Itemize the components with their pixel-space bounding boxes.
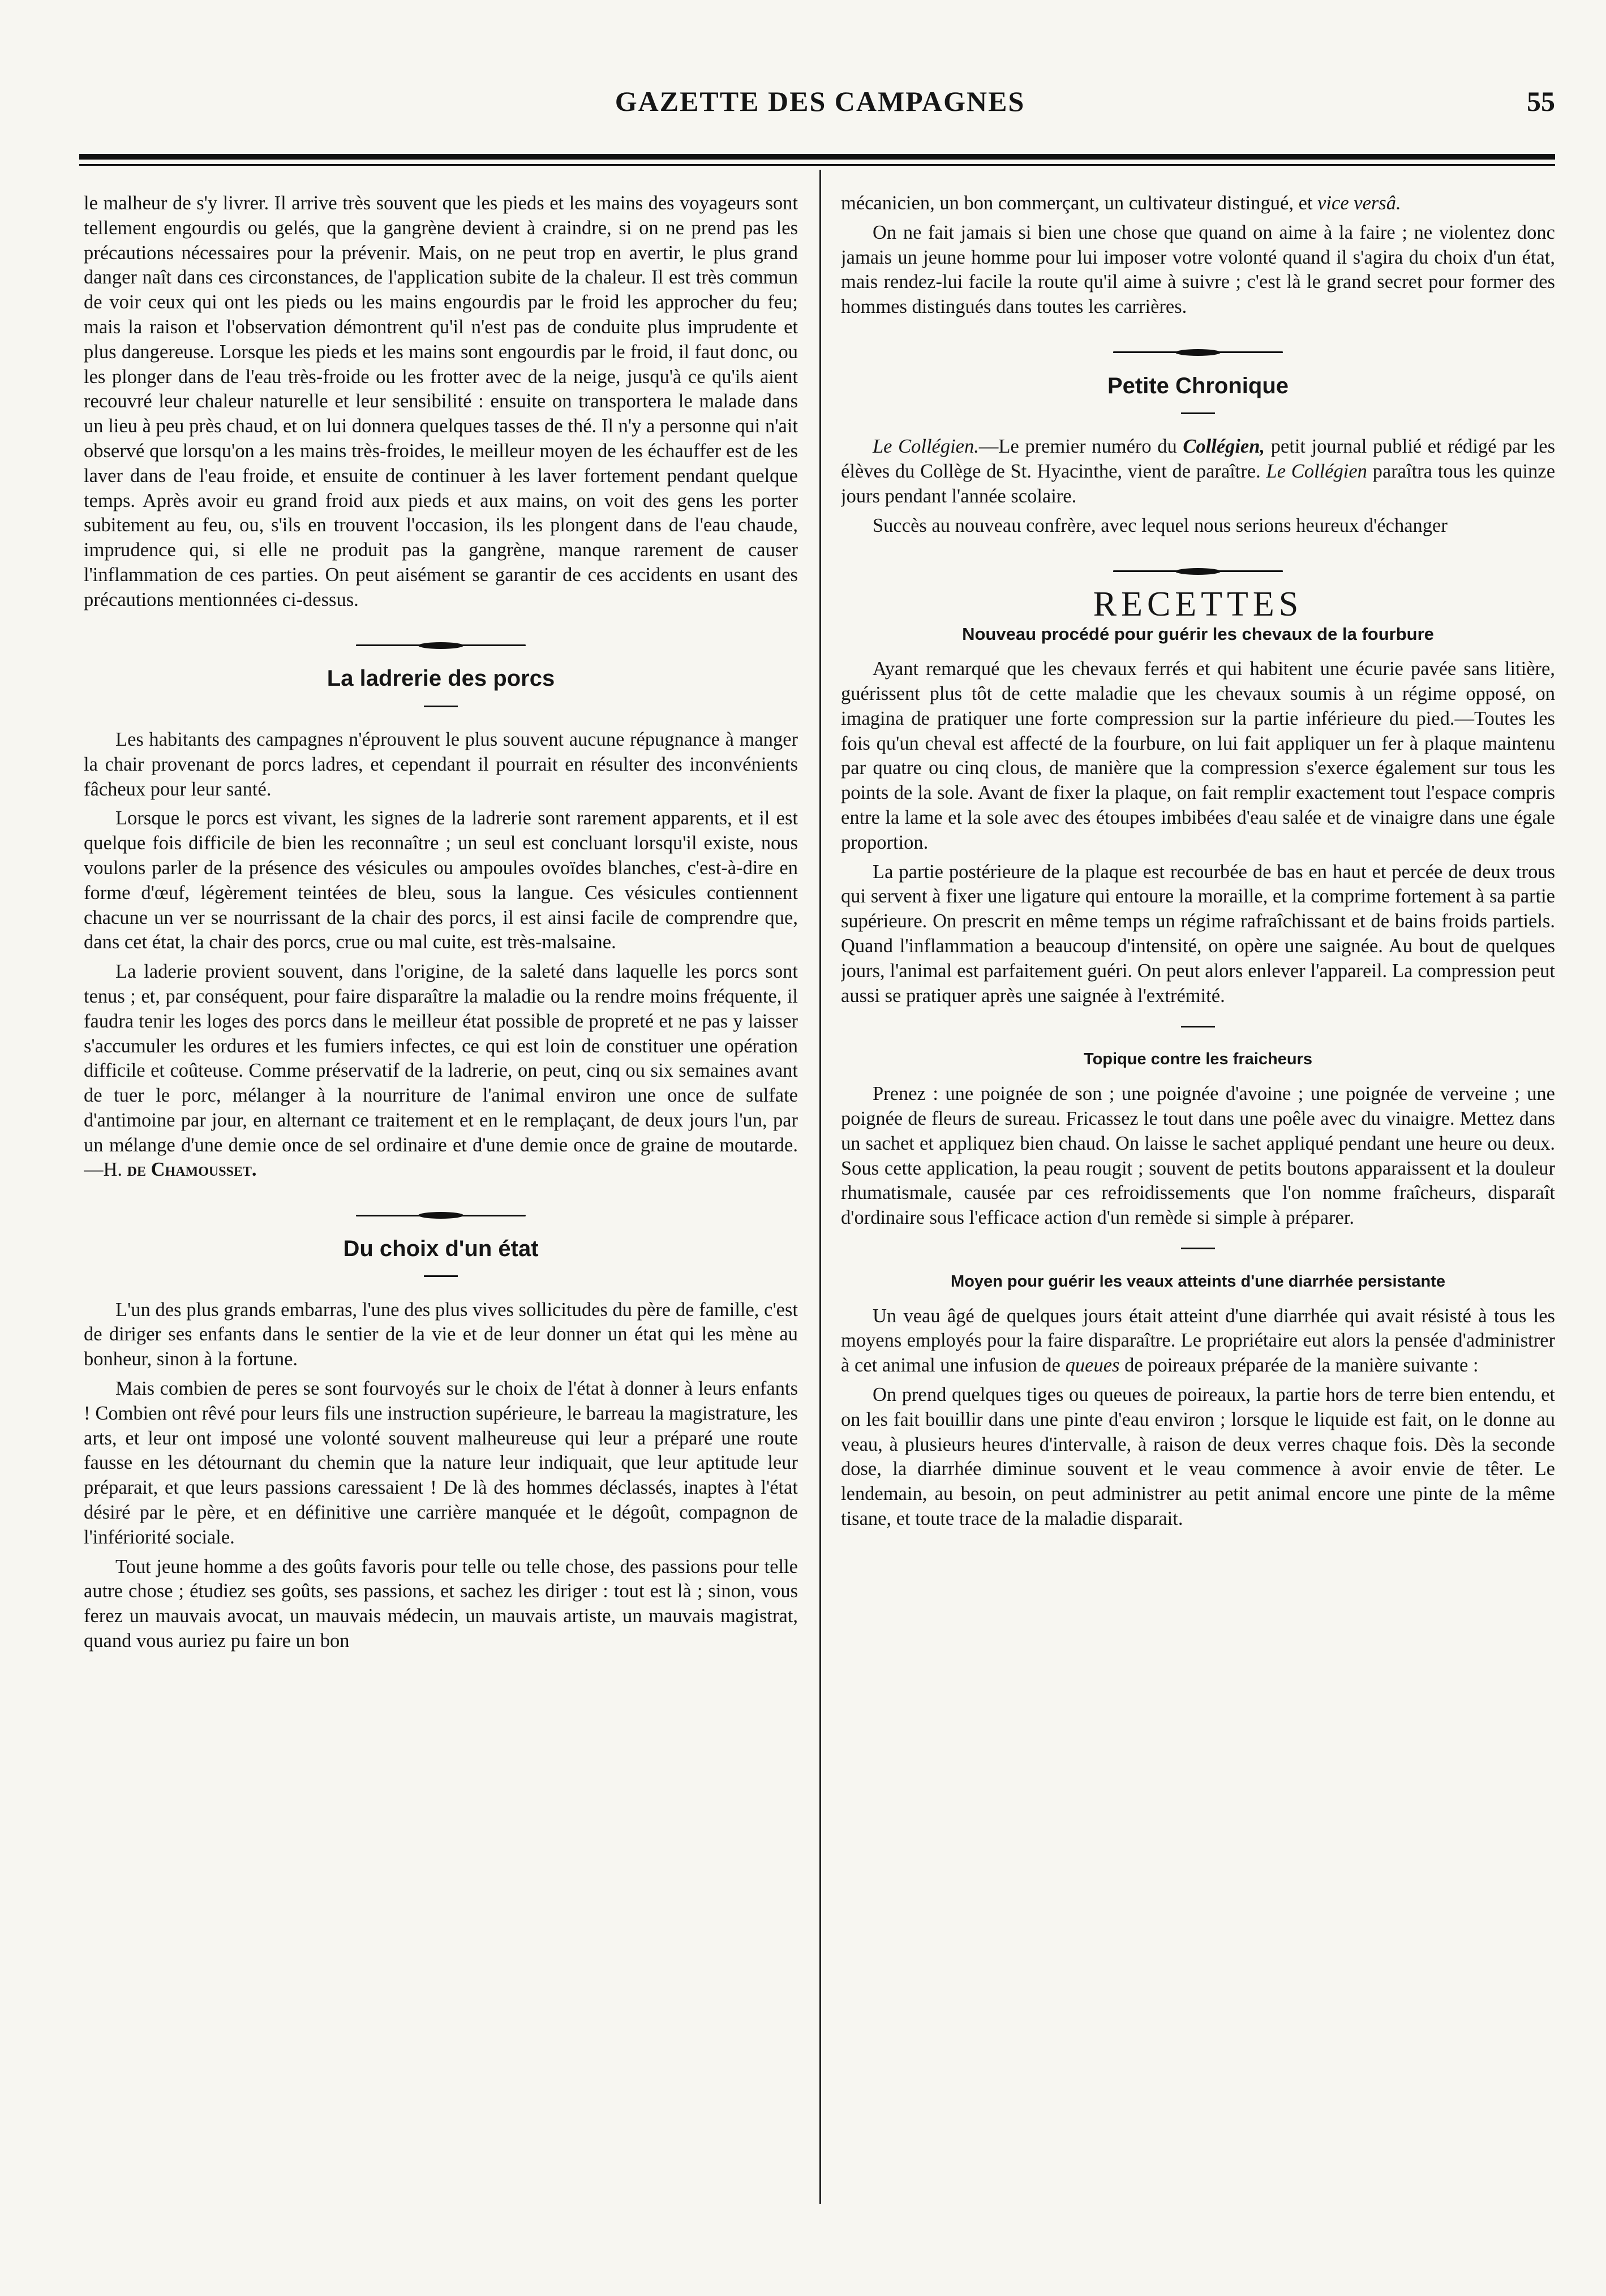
choix-paragraph-3: Tout jeune homme a des goûts favoris pour telle ou telle chose, des passions pour telle autre chose ; étudiez ses goûts, ses passions, et sachez les diriger : tout est là ; sinon, vous ferez un mauvais avocat, un mauvais médecin, un mauvais artiste, un mauvais magistrat, quand vous auriez pu faire un bon (84, 1555, 798, 1652)
ladrerie-paragraph-3 (84, 960, 798, 1183)
diarrhee-title: Moyen pour guérir les veaux atteints d'une diarrhée persistante (951, 1272, 1445, 1291)
choix-continued-lead (841, 191, 1555, 216)
recipe-dash (841, 1013, 1555, 1038)
chronique-collegien-italic: Le Collégien. (873, 436, 979, 458)
fourbure-paragraph-1: Ayant remarqué que les chevaux ferrés et qui habitent une écurie pavée sans litière, guérissent plus tôt de cette maladie que les chevaux soumis à un régime opposé, on imagina de pratiquer une forte compression sur la partie inférieure du pied.—Toutes les fois qu'un cheval est affecté de la fourbure, on lui fait appliquer un fer à plaque maintenu par quatre ou cinq clous, de manière que la compression s'exerce également sur tous les points de la sole. Avant de fixer la plaque, on fait remplir exactement tout l'espace compris entre la lame et la sole avec des étoupes imbibées d'eau salée et de vinaigre dans une égale proportion. (841, 658, 1555, 853)
chronique-paragraph-1 (841, 435, 1555, 509)
diarrhee-queues-italic: queues (1065, 1355, 1120, 1377)
fourbure-paragraph-2: La partie postérieure de la plaque est recourbée de bas en haut et percée de deux trous qui servent à fixer une ligature qui entoure la moraille, et la comprime fortement à sa partie supérieure. On prescrit en même temps un régime rafraîchissant et de bains froids partiels. Quand l'inflammation a beaucoup d'intensité, on opère une saignée. Au bout de quelques jours, l'animal est parfaitement guéri. On peut alors enlever l'appareil. La compression peut aussi se pratiquer après une saignée à l'extrémité. (841, 861, 1555, 1007)
section-separator (84, 1199, 798, 1224)
chronique-paragraph-2: Succès au nouveau confrère, avec lequel nous serions heureux d'échanger (873, 514, 1448, 536)
title-dash (841, 400, 1555, 425)
choix-lead-text: mécanicien, un bon commerçant, un cultivateur distingué, et (841, 192, 1313, 214)
column-divider (819, 170, 821, 2204)
page-number: 55 (1527, 85, 1555, 117)
ladrerie-signature: de Chamousset. (127, 1159, 257, 1181)
header-rule-thin (79, 164, 1555, 166)
fraicheurs-title: Topique contre les fraicheurs (1084, 1050, 1312, 1069)
ladrerie-title: La ladrerie des porcs (327, 666, 555, 691)
recipe-dash (841, 1235, 1555, 1260)
ladrerie-paragraph-3-text: La laderie provient souvent, dans l'origine, de la saleté dans laquelle les porcs sont tenus ; et, par conséquent, pour faire disparaître la maladie ou la rendre moins fréquente, il faudra tenir les loges des porcs dans le meilleur état possible de propreté et ne pas y laisser s'accumuler les ordures et les fumiers infectes, ce qui est loin de constituer une opération difficile et coûteuse. Comme préservatif de la ladrerie, on peut, cinq ou six semaines avant de tuer le porc, mélanger à la nourriture de l'animal environ une once de sulfate d'antimoine par jour, en alternant ce traitement et en le remplaçant, de deux jours l'un, par un mélange d'une demie once de sel ordinaire et d'une demie once de graine de moutarde.—H. (84, 961, 798, 1181)
diarrhee-paragraph-2: On prend quelques tiges ou queues de poireaux, la partie hors de terre bien entendu, et on les fait bouillir dans une pinte d'eau environ ; lorsque le liquide est fait, on le donne au veau, à plusieurs heures d'intervalle, à raison de deux verres chaque fois. Dès la seconde dose, la diarrhée diminue souvent et le veau commence à avoir envie de têter. Le lendemain, au besoin, on peut administrer au petit animal encore une pinte de la même tisane, et toute trace de la maladie disparait. (841, 1384, 1555, 1530)
ladrerie-paragraph-1: Les habitants des campagnes n'éprouvent le plus souvent aucune répugnance à manger la chair provenant de porcs ladres, et cependant il pourrait en résulter des inconvénients fâcheux pour leur santé. (84, 728, 798, 800)
title-dash (84, 1263, 798, 1288)
fourbure-title: Nouveau procédé pour guérir les chevaux de la fourbure (962, 624, 1434, 644)
fraicheurs-paragraph: Prenez : une poignée de son ; une poignée d'avoine ; une poignée de verveine ; une poignée de fleurs de sureau. Fricassez le tout dans une poêle avec du vinaigre. Mettez dans un sachet et appliquez bien chaud. On laisse le sachet appliqué pendant une heure ou deux. Sous cette application, la peau rougit ; souvent de petits boutons apparaissent et la douleur rhumatismale, causée par ces refroidissements que l'on nomme fraîcheurs, disparaît d'ordinaire sous l'efficace action d'un remède si simple à préparer. (841, 1083, 1555, 1229)
intro-paragraph: le malheur de s'y livrer. Il arrive très souvent que les pieds et les mains des voyageurs sont tellement engourdis ou gelés, que la gangrène devient à craindre, si on ne prend pas les précautions nécessaires pour la prévenir. Mais, on ne peut trop en avertir, le plus grand danger naît dans ces circonstances, de l'application subite de la chaleur. Il est très commun de voir ceux qui ont les pieds ou les mains engourdis par le froid les approcher du feu; mais la raison et l'observation démontrent qu'il n'est pas de conduite plus imprudente et plus dangereuse. Lorsque les pieds et les mains sont engourdis par le froid, il faut donc, ou les plonger dans de l'eau très-froide ou les frotter avec de la neige, jusqu'à ce qu'ils aient recouvré leur chaleur naturelle et leur sensibilité : ensuite on transportera le malade dans un lieu à peu près chaud, et on lui donnera quelques tasses de thé. Il n'y a personne qui n'ait observé que lorsqu'on a les mains très-froides, le meilleur moyen de les échauffer est de les laver dans de l'eau froide, et ensuite de continuer à les laver fortement pendant quelque temps. Après avoir eu grand froid aux pieds et aux mains, on voit des gens les porter subitement au feu, ou, s'ils en trouvent l'occasion, ils les plongent dans de l'eau chaude, imprudence qui, si elle ne produit pas la gangrène, manque rarement de causer l'inflammation de ces parties. On peut aisément se garantir de ces accidents en usant des précautions mentionnées ci-dessus. (84, 192, 798, 610)
chronique-title: Petite Chronique (1107, 373, 1289, 398)
right-column (841, 191, 1555, 2205)
page-header (85, 85, 1555, 124)
diarrhee-paragraph-1 (841, 1304, 1555, 1378)
chronique-collegien-bold: Collégien, (1183, 436, 1265, 458)
choix-paragraph-1: L'un des plus grands embarras, l'une des plus vives sollicitudes du père de famille, c'est de diriger ses enfants dans le sentier de la vie et de leur donner un état qui les mène au bonheur, sinon à la fortune. (84, 1299, 798, 1370)
section-separator (84, 630, 798, 655)
diarrhee-text-a: Un veau âgé de quelques jours était atteint d'une diarrhée qui avait résisté à tous les moyens employés pour la faire disparaître. Le propriétaire eut alors la pensée d'administrer à cet animal une infusion de (841, 1305, 1555, 1377)
header-rule-thick (79, 154, 1555, 160)
title-dash (84, 693, 798, 717)
section-separator (841, 556, 1555, 581)
section-separator (841, 337, 1555, 362)
choix-lead-italic: vice versâ. (1317, 192, 1401, 214)
chronique-text-a: —Le premier numéro du (978, 436, 1177, 458)
choix-title: Du choix d'un état (343, 1236, 539, 1262)
chronique-collegien-italic-2: Le Collégien (1266, 461, 1367, 483)
chronique-text-c: paraîtra tous les quinze jours pendant l'année scolaire. (841, 461, 1555, 507)
chronique-text-b: petit journal publié et rédigé par les élèves du Collège de St. Hyacinthe, vient de paraître. (841, 436, 1555, 483)
diarrhee-text-b: de poireaux préparée de la manière suivante : (1124, 1355, 1479, 1377)
newspaper-title: GAZETTE DES CAMPAGNES (615, 85, 1025, 117)
choix-continued-paragraph: On ne fait jamais si bien une chose que quand on aime à la faire ; ne violentez donc jamais un jeune homme pour lui imposer votre volonté quand il s'agira du choix d'un état, mais rendez-lui facile la route qu'il aime à suivre ; c'est là le grand secret pour former des hommes distingués dans toutes les carrières. (841, 221, 1555, 318)
recettes-title: RECETTES (1093, 585, 1303, 624)
left-column (84, 191, 798, 2205)
ladrerie-paragraph-2: Lorsque le porcs est vivant, les signes de la ladrerie sont rarement apparents, et il est quelque fois difficile de bien les reconnaître ; un seul est concluant lorsqu'il existe, nous voulons parler de la présence des vésicules ou ampoules ovoïdes blanches, c'est-à-dire en forme d'œuf, légèrement teintées de bleu, sous la langue. Ces vésicules contiennent chacune un ver se nourrissant de la chair des porcs, il est ainsi facile de comprendre que, dans cet état, la chair des porcs, crue ou mal cuite, est très-malsaine. (84, 807, 798, 953)
choix-paragraph-2: Mais combien de peres se sont fourvoyés sur le choix de l'état à donner à leurs enfants ! Combien ont rêvé pour leurs fils une instruction supérieure, le barreau la magistrature, les arts, et leur ont imposé une volonté souvent malheureuse qui leur a préparé une route fausse en les détournant du chemin que la nature leur indiquait, que leur aptitude leur préparait, et que leurs passions caressaient ! De là des hommes déclassés, inaptes à l'état désiré par le père, et en définitive une carrière manquée et le dégoût, compagnon de l'infériorité sociale. (84, 1378, 798, 1548)
